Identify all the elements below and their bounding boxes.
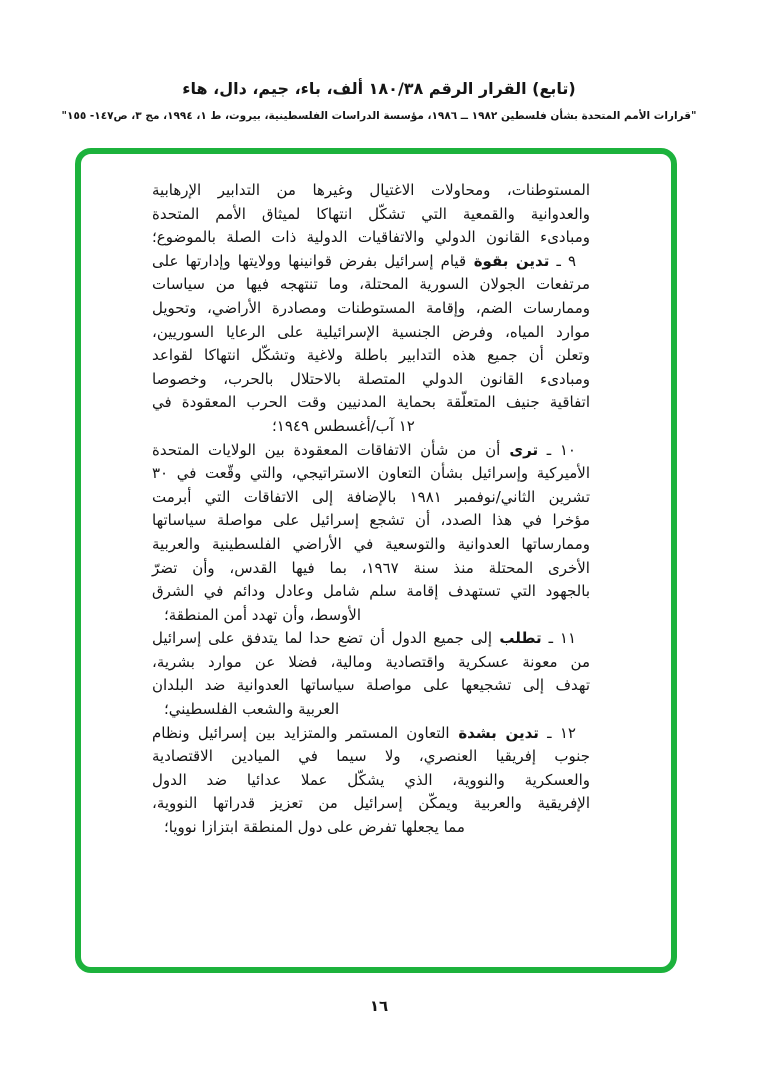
line-text: العربية والشعب الفلسطيني؛ — [164, 700, 340, 719]
page-number: ١٦ — [369, 997, 389, 1015]
body-line — [152, 674, 590, 698]
line-text: والعدوانية والقمعية التي تشكّل انتهاكا لميثاق الأمم المتحدة — [152, 204, 590, 223]
body-line — [152, 486, 590, 510]
clause-operative-verb: تدين بشدة — [449, 723, 539, 742]
line-text: الأميركية وإسرائيل بشأن التعاون الاستراتيجي، والتي وقّعت في ٣٠ — [152, 464, 590, 483]
body-line — [152, 391, 590, 415]
body-line — [152, 792, 590, 816]
body-line — [152, 344, 590, 368]
clause-operative-verb: ترى — [500, 440, 539, 459]
body-line — [152, 816, 590, 840]
line-text: والعسكرية والنووية، الذي يشكّل عملا عدائيا ضد الدول — [152, 770, 590, 789]
clause-operative-verb: تطلب — [492, 629, 542, 648]
clause-number: ١٠ ـ — [538, 440, 576, 459]
clause-number: ١٢ ـ — [538, 723, 576, 742]
body-line — [152, 439, 590, 463]
line-text: مرتفعات الجولان السورية المحتلة، وما تنتهجه فيها من سياسات — [152, 275, 590, 294]
body-line — [152, 604, 590, 628]
line-text: الأخرى المحتلة منذ سنة ١٩٦٧، بما فيها القدس، وأن تضرّ — [152, 558, 590, 577]
line-text: ومبادىء القانون الدولي والاتفاقيات الدولية ذات الصلة بالموضوع؛ — [152, 228, 590, 247]
line-text: جنوب إفريقيا العنصري، ولا سيما في الميادين الاقتصادية — [152, 747, 590, 766]
line-text: إلى جميع الدول أن تضع حدا لما يتدفق على إسرائيل — [152, 629, 493, 648]
line-text: بالجهود التي تستهدف إقامة سلم شامل وعادل ودائم في الشرق — [152, 582, 590, 601]
body-line — [152, 698, 590, 722]
body-line — [152, 297, 590, 321]
resolution-title: (تابع) القرار الرقم ١٨٠/٣٨ ألف، باء، جيم، دال، هاء — [182, 79, 576, 98]
body-line — [152, 533, 590, 557]
line-text: وممارسات الضم، وإقامة المستوطنات ومصادرة الأراضي، وتحويل — [152, 298, 590, 317]
line-text: اتفاقية جنيف المتعلّقة بحماية المدنيين وقت الحرب المعقودة في — [152, 393, 590, 412]
line-text: الإفريقية والعربية ويمكّن إسرائيل من تعزيز قدراتها النووية، — [152, 794, 590, 813]
line-text: وممارساتها العدوانية والتوسعية في الأراضي الفلسطينية والعربية — [152, 534, 590, 553]
body-line — [152, 580, 590, 604]
body-line — [152, 722, 590, 746]
line-text: الأوسط، وأن تهدد أمن المنطقة؛ — [164, 605, 362, 624]
line-text: موارد المياه، وفرض الجنسية الإسرائيلية على الرعايا السوريين، — [152, 322, 590, 341]
body-line — [152, 226, 590, 250]
body-line — [152, 462, 590, 486]
body-line — [152, 368, 590, 392]
body-line — [152, 557, 590, 581]
line-text: التعاون المستمر والمتزايد بين إسرائيل ونظام — [152, 723, 450, 742]
line-text: تهدف إلى تشجيعها على مواصلة سياساتها العدوانية ضد البلدان — [152, 676, 590, 695]
clause-number: ٩ ـ — [549, 251, 577, 270]
body-line — [152, 273, 590, 297]
body-line — [152, 415, 590, 439]
body-line — [152, 179, 590, 203]
line-text: مؤخرا في هذا الصدد، أن تشجع إسرائيل على مواصلة سياساتها — [152, 511, 590, 530]
line-text: من معونة عسكرية واقتصادية ومالية، فضلا عن موارد بشرية، — [152, 652, 590, 671]
body-line — [152, 745, 590, 769]
source-citation: "قرارات الأمم المتحدة بشأن فلسطين ١٩٨٢ ــ ١٩٨٦، مؤسسة الدراسات الفلسطينية، بيروت، ط ١، ١٩٩٤، مج ٣، ص١٤٧- ١٥٥" — [61, 110, 697, 122]
body-line — [152, 769, 590, 793]
body-line — [152, 509, 590, 533]
clause-operative-verb: تدين بقوة — [466, 251, 550, 270]
body-line — [152, 321, 590, 345]
line-text: مما يجعلها تفرض على دول المنطقة ابتزازا نوويا؛ — [164, 818, 465, 837]
line-text: تشرين الثاني/نوفمبر ١٩٨١ بالإضافة إلى الاتفاقات التي أبرمت — [152, 487, 590, 506]
resolution-body — [152, 179, 590, 840]
clause-number: ١١ ـ — [541, 629, 577, 648]
body-line — [152, 250, 590, 274]
line-text: وتعلن أن جميع هذه التدابير باطلة ولاغية وتشكّل انتهاكا لقواعد — [152, 346, 590, 365]
body-line — [152, 203, 590, 227]
line-text: قيام إسرائيل بفرض قوانينها وولايتها وإدارتها على — [152, 251, 467, 270]
line-text: ومبادىء القانون الدولي المتصلة بالاحتلال بالحرب، وخصوصا — [152, 369, 590, 388]
body-line — [152, 651, 590, 675]
line-text: أن من شأن الاتفاقات المعقودة بين الولايات المتحدة — [152, 440, 501, 459]
body-line — [152, 627, 590, 651]
line-text: المستوطنات، ومحاولات الاغتيال وغيرها من التدابير الإرهابية — [152, 181, 590, 199]
line-text: ١٢ آب/أغسطس ١٩٤٩؛ — [272, 416, 415, 435]
